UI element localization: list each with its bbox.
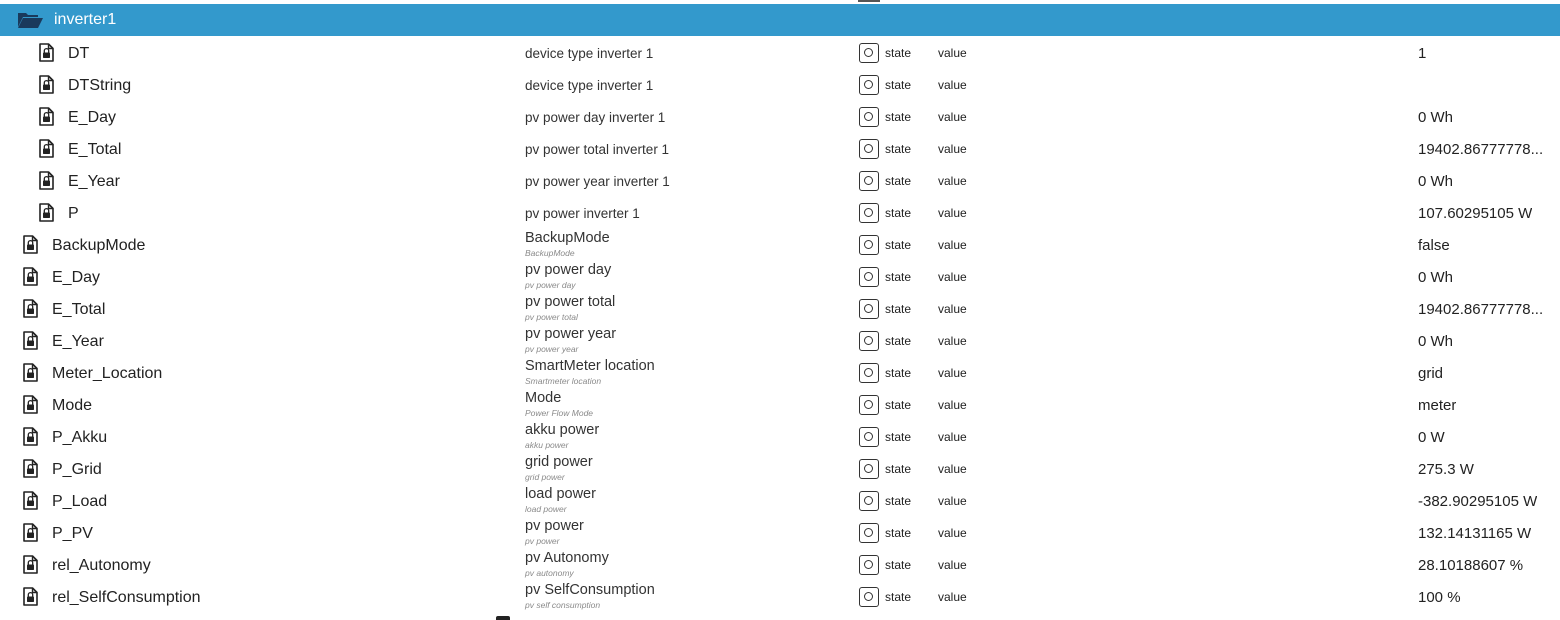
object-row[interactable] — [0, 421, 1560, 453]
folder-open-icon[interactable] — [16, 11, 44, 29]
state-type-icon[interactable] — [859, 139, 879, 159]
object-type: state — [885, 558, 912, 572]
object-value[interactable]: -382.90295105 W — [1418, 493, 1538, 510]
state-ring-icon — [864, 368, 873, 377]
state-type-icon[interactable] — [859, 363, 879, 383]
object-name: E_Year — [52, 333, 104, 350]
object-name: E_Year — [68, 173, 120, 190]
object-description-translation: pv power — [525, 536, 560, 546]
object-role: value — [938, 206, 967, 220]
object-role: value — [938, 334, 967, 348]
object-role: value — [938, 270, 967, 284]
object-name: Meter_Location — [52, 365, 163, 382]
state-ring-icon — [864, 304, 873, 313]
object-type: state — [885, 494, 912, 508]
object-value[interactable]: false — [1418, 237, 1450, 254]
object-description: pv power — [525, 518, 584, 534]
object-type: state — [885, 366, 912, 380]
resize-handle[interactable] — [496, 616, 510, 620]
state-type-icon[interactable] — [859, 587, 879, 607]
state-type-icon[interactable] — [859, 267, 879, 287]
state-type-icon[interactable] — [859, 43, 879, 63]
state-type-icon[interactable] — [859, 203, 879, 223]
state-ring-icon — [864, 336, 873, 345]
object-description: grid power — [525, 454, 593, 470]
state-type-icon[interactable] — [859, 171, 879, 191]
locked-file-icon — [23, 299, 38, 318]
locked-file-icon — [23, 395, 38, 414]
object-name: P_Load — [52, 493, 108, 510]
object-description-translation: BackupMode — [525, 248, 575, 258]
object-value[interactable]: 19402.86777778... — [1418, 301, 1544, 318]
object-value[interactable]: 100 % — [1418, 589, 1461, 606]
state-ring-icon — [864, 176, 873, 185]
object-role: value — [938, 366, 967, 380]
object-name: P — [68, 205, 79, 222]
object-name: rel_SelfConsumption — [52, 589, 201, 606]
object-description-translation: pv self consumption — [525, 600, 601, 610]
object-description-translation: grid power — [525, 472, 565, 482]
object-value[interactable]: 0 Wh — [1418, 173, 1454, 190]
object-row[interactable] — [0, 517, 1560, 549]
object-value[interactable]: 1 — [1418, 45, 1427, 62]
object-description-translation: pv autonomy — [525, 568, 574, 578]
locked-file-icon — [23, 363, 38, 382]
locked-file-icon — [39, 139, 54, 158]
object-name: BackupMode — [52, 237, 146, 254]
object-list — [0, 37, 1560, 613]
state-type-icon[interactable] — [859, 491, 879, 511]
object-type: state — [885, 206, 912, 220]
locked-file-icon — [39, 75, 54, 94]
object-type: state — [885, 142, 912, 156]
object-role: value — [938, 558, 967, 572]
object-role: value — [938, 398, 967, 412]
locked-file-icon — [23, 427, 38, 446]
state-type-icon[interactable] — [859, 427, 879, 447]
state-type-icon[interactable] — [859, 459, 879, 479]
object-row[interactable] — [0, 357, 1560, 389]
object-type: state — [885, 174, 912, 188]
object-value[interactable]: meter — [1418, 397, 1457, 414]
object-value[interactable]: grid — [1418, 365, 1444, 382]
state-type-icon[interactable] — [859, 331, 879, 351]
object-description: pv power day inverter 1 — [525, 110, 666, 125]
object-role: value — [938, 430, 967, 444]
object-value[interactable]: 0 Wh — [1418, 269, 1454, 286]
object-description: SmartMeter location — [525, 358, 655, 374]
object-type: state — [885, 430, 912, 444]
object-description: pv power year — [525, 326, 617, 342]
state-ring-icon — [864, 592, 873, 601]
object-type: state — [885, 462, 912, 476]
object-value[interactable]: 0 Wh — [1418, 109, 1454, 126]
state-type-icon[interactable] — [859, 75, 879, 95]
object-row[interactable] — [0, 325, 1560, 357]
object-type: state — [885, 78, 912, 92]
object-description: pv power year inverter 1 — [525, 174, 670, 189]
object-value[interactable]: 275.3 W — [1418, 461, 1474, 478]
state-ring-icon — [864, 80, 873, 89]
object-description: akku power — [525, 422, 600, 438]
scroll-indicator — [858, 0, 880, 2]
object-row[interactable] — [0, 581, 1560, 613]
object-description-translation: pv power year — [525, 344, 579, 354]
object-role: value — [938, 46, 967, 60]
object-role: value — [938, 494, 967, 508]
object-value[interactable]: 107.60295105 W — [1418, 205, 1533, 222]
object-role: value — [938, 462, 967, 476]
object-role: value — [938, 110, 967, 124]
state-type-icon[interactable] — [859, 299, 879, 319]
state-type-icon[interactable] — [859, 555, 879, 575]
object-description: pv power total — [525, 294, 616, 310]
object-role: value — [938, 526, 967, 540]
object-row[interactable] — [0, 261, 1560, 293]
object-row[interactable] — [0, 165, 1560, 197]
locked-file-icon — [23, 555, 38, 574]
object-name: P_PV — [52, 525, 93, 542]
object-row[interactable] — [0, 549, 1560, 581]
object-row[interactable] — [0, 389, 1560, 421]
object-type: state — [885, 270, 912, 284]
folder-row-inverter1[interactable] — [0, 4, 1560, 36]
object-row[interactable] — [0, 229, 1560, 261]
object-row[interactable] — [0, 101, 1560, 133]
object-value[interactable]: 19402.86777778... — [1418, 141, 1544, 158]
object-description-translation: pv power day — [525, 280, 576, 290]
object-role: value — [938, 174, 967, 188]
object-type: state — [885, 334, 912, 348]
object-row[interactable] — [0, 37, 1560, 69]
folder-name: inverter1 — [54, 11, 117, 28]
locked-file-icon — [39, 107, 54, 126]
object-row[interactable] — [0, 69, 1560, 101]
object-name: DT — [68, 45, 90, 62]
object-description: pv power day — [525, 262, 612, 278]
object-description-translation: load power — [525, 504, 567, 514]
object-type: state — [885, 526, 912, 540]
object-type: state — [885, 46, 912, 60]
object-name: Mode — [52, 397, 93, 414]
state-ring-icon — [864, 560, 873, 569]
state-ring-icon — [864, 112, 873, 121]
object-type: state — [885, 590, 912, 604]
object-row[interactable] — [0, 485, 1560, 517]
object-row[interactable] — [0, 453, 1560, 485]
object-value[interactable]: 0 Wh — [1418, 333, 1454, 350]
object-type: state — [885, 110, 912, 124]
object-type: state — [885, 302, 912, 316]
object-name: P_Grid — [52, 461, 102, 478]
state-type-icon[interactable] — [859, 107, 879, 127]
object-description: device type inverter 1 — [525, 78, 654, 93]
locked-file-icon — [39, 43, 54, 62]
object-row[interactable] — [0, 197, 1560, 229]
object-description-translation: pv power total — [525, 312, 578, 322]
state-ring-icon — [864, 272, 873, 281]
object-name: E_Day — [68, 109, 117, 126]
locked-file-icon — [39, 171, 54, 190]
object-description: BackupMode — [525, 230, 610, 246]
locked-file-icon — [23, 587, 38, 606]
object-name: E_Total — [52, 301, 106, 318]
object-description: pv power inverter 1 — [525, 206, 640, 221]
locked-file-icon — [23, 491, 38, 510]
locked-file-icon — [23, 331, 38, 350]
object-name: rel_Autonomy — [52, 557, 151, 574]
state-ring-icon — [864, 464, 873, 473]
object-name: E_Day — [52, 269, 101, 286]
object-description: device type inverter 1 — [525, 46, 654, 61]
state-ring-icon — [864, 400, 873, 409]
state-type-icon[interactable] — [859, 395, 879, 415]
object-role: value — [938, 302, 967, 316]
state-ring-icon — [864, 240, 873, 249]
state-ring-icon — [864, 528, 873, 537]
locked-file-icon — [23, 235, 38, 254]
locked-file-icon — [39, 203, 54, 222]
object-description-translation: Smartmeter location — [525, 376, 602, 386]
state-ring-icon — [864, 496, 873, 505]
locked-file-icon — [23, 459, 38, 478]
object-role: value — [938, 142, 967, 156]
object-description: pv power total inverter 1 — [525, 142, 670, 157]
object-role: value — [938, 78, 967, 92]
object-description: pv Autonomy — [525, 550, 609, 566]
object-description-translation: Power Flow Mode — [525, 408, 594, 418]
locked-file-icon — [23, 267, 38, 286]
object-name: DTString — [68, 77, 132, 94]
state-type-icon[interactable] — [859, 523, 879, 543]
object-type: state — [885, 398, 912, 412]
object-row[interactable] — [0, 293, 1560, 325]
object-role: value — [938, 238, 967, 252]
state-type-icon[interactable] — [859, 235, 879, 255]
object-row[interactable] — [0, 133, 1560, 165]
object-description: pv SelfConsumption — [525, 582, 655, 598]
object-value[interactable]: 28.10188607 % — [1418, 557, 1524, 574]
object-description: Mode — [525, 390, 562, 406]
object-name: E_Total — [68, 141, 122, 158]
object-type: state — [885, 238, 912, 252]
object-name: P_Akku — [52, 429, 108, 446]
object-value[interactable]: 132.14131165 W — [1418, 525, 1532, 542]
object-value[interactable]: 0 W — [1418, 429, 1445, 446]
state-ring-icon — [864, 48, 873, 57]
object-description: load power — [525, 486, 596, 502]
state-ring-icon — [864, 208, 873, 217]
locked-file-icon — [23, 523, 38, 542]
state-ring-icon — [864, 144, 873, 153]
object-role: value — [938, 590, 967, 604]
object-description-translation: akku power — [525, 440, 569, 450]
state-ring-icon — [864, 432, 873, 441]
